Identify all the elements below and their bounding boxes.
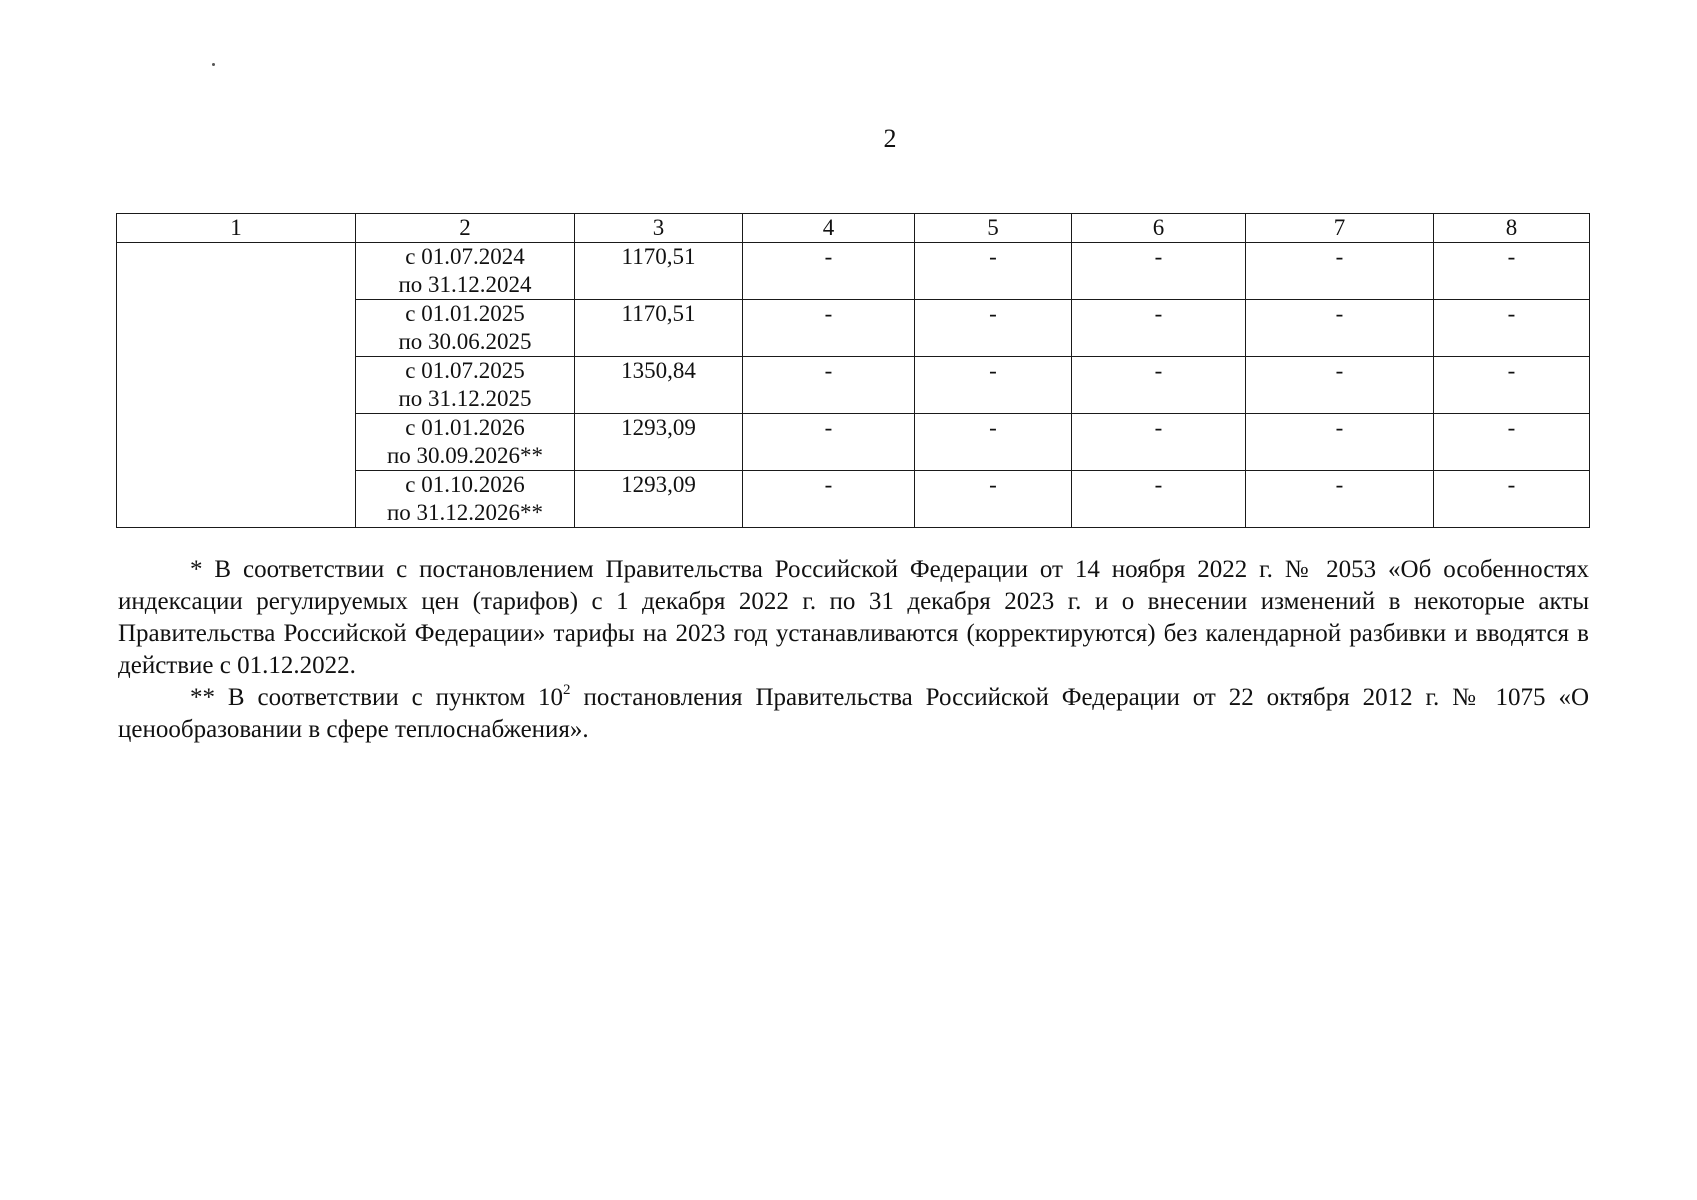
col6-cell: - [1072, 300, 1246, 357]
page-number: 2 [883, 124, 897, 153]
tariff-value-cell: 1170,51 [575, 300, 743, 357]
column-header-7: 7 [1246, 214, 1434, 243]
col5-cell: - [915, 414, 1072, 471]
period-to: по 30.06.2025 [398, 329, 532, 354]
col4-cell: - [743, 357, 915, 414]
column-header-4: 4 [743, 214, 915, 243]
col7-cell: - [1246, 357, 1434, 414]
tariff-value-cell: 1170,51 [575, 243, 743, 300]
period-from: с 01.01.2025 [405, 301, 525, 326]
merged-first-column-cell [117, 243, 356, 528]
period-cell [356, 414, 575, 471]
table-row [117, 243, 1590, 300]
column-header-6: 6 [1072, 214, 1246, 243]
col7-cell: - [1246, 471, 1434, 528]
col8-cell: - [1434, 414, 1590, 471]
col6-cell: - [1072, 471, 1246, 528]
period-cell [356, 300, 575, 357]
period-to: по 31.12.2026** [386, 500, 544, 525]
period-cell [356, 471, 575, 528]
tariff-table [116, 213, 1590, 528]
period-from: с 01.10.2026 [405, 472, 525, 497]
footnote-1: * В соответствии с постановлением Правительства Российской Федерации от 14 ноября 2022 г. № 2053 «Об особенностях индексации регулируемых цен (тарифов) с 1 декабря 2022 г. по 31 декабря 2023 г. и о внесении изменений в некоторые акты Правительства Российской Федерации» тарифы на 2023 год устанавливаются (корректируются) без календарной разбивки и вводятся в действие с 01.12.2022. [118, 556, 1589, 679]
period-cell [356, 357, 575, 414]
col4-cell: - [743, 243, 915, 300]
column-header-2: 2 [356, 214, 575, 243]
column-header-8: 8 [1434, 214, 1590, 243]
col5-cell: - [915, 300, 1072, 357]
column-header-3: 3 [575, 214, 743, 243]
col5-cell: - [915, 243, 1072, 300]
col8-cell: - [1434, 243, 1590, 300]
period-to: по 31.12.2024 [398, 272, 532, 297]
tariff-value-cell: 1293,09 [575, 471, 743, 528]
col6-cell: - [1072, 357, 1246, 414]
period-cell [356, 243, 575, 300]
period-from: с 01.01.2026 [405, 415, 525, 440]
col5-cell: - [915, 471, 1072, 528]
col6-cell: - [1072, 414, 1246, 471]
period-from: с 01.07.2024 [405, 244, 525, 269]
footnote-2-superscript: 2 [563, 681, 571, 698]
col4-cell: - [743, 471, 915, 528]
col8-cell: - [1434, 471, 1590, 528]
period-to: по 30.09.2026** [386, 443, 544, 468]
footnotes [118, 554, 1589, 746]
col4-cell: - [743, 300, 915, 357]
period-from: с 01.07.2025 [405, 358, 525, 383]
column-header-1: 1 [117, 214, 356, 243]
tariff-value-cell: 1350,84 [575, 357, 743, 414]
period-to: по 31.12.2025 [398, 386, 532, 411]
col4-cell: - [743, 414, 915, 471]
col6-cell: - [1072, 243, 1246, 300]
table-header-row [117, 214, 1590, 243]
tariff-value-cell: 1293,09 [575, 414, 743, 471]
footnote-2-text-end: постановления Правительства Российской Федерации от 22 октября 2012 г. № 1075 «О ценообразовании в сфере теплоснабжения». [118, 684, 1589, 743]
col7-cell: - [1246, 414, 1434, 471]
footnote-2 [118, 682, 1589, 746]
column-header-5: 5 [915, 214, 1072, 243]
col7-cell: - [1246, 243, 1434, 300]
col7-cell: - [1246, 300, 1434, 357]
col8-cell: - [1434, 357, 1590, 414]
footnote-2-text-start: ** В соответствии с пунктом 10 [190, 684, 564, 711]
scan-speck [212, 63, 215, 66]
col8-cell: - [1434, 300, 1590, 357]
col5-cell: - [915, 357, 1072, 414]
